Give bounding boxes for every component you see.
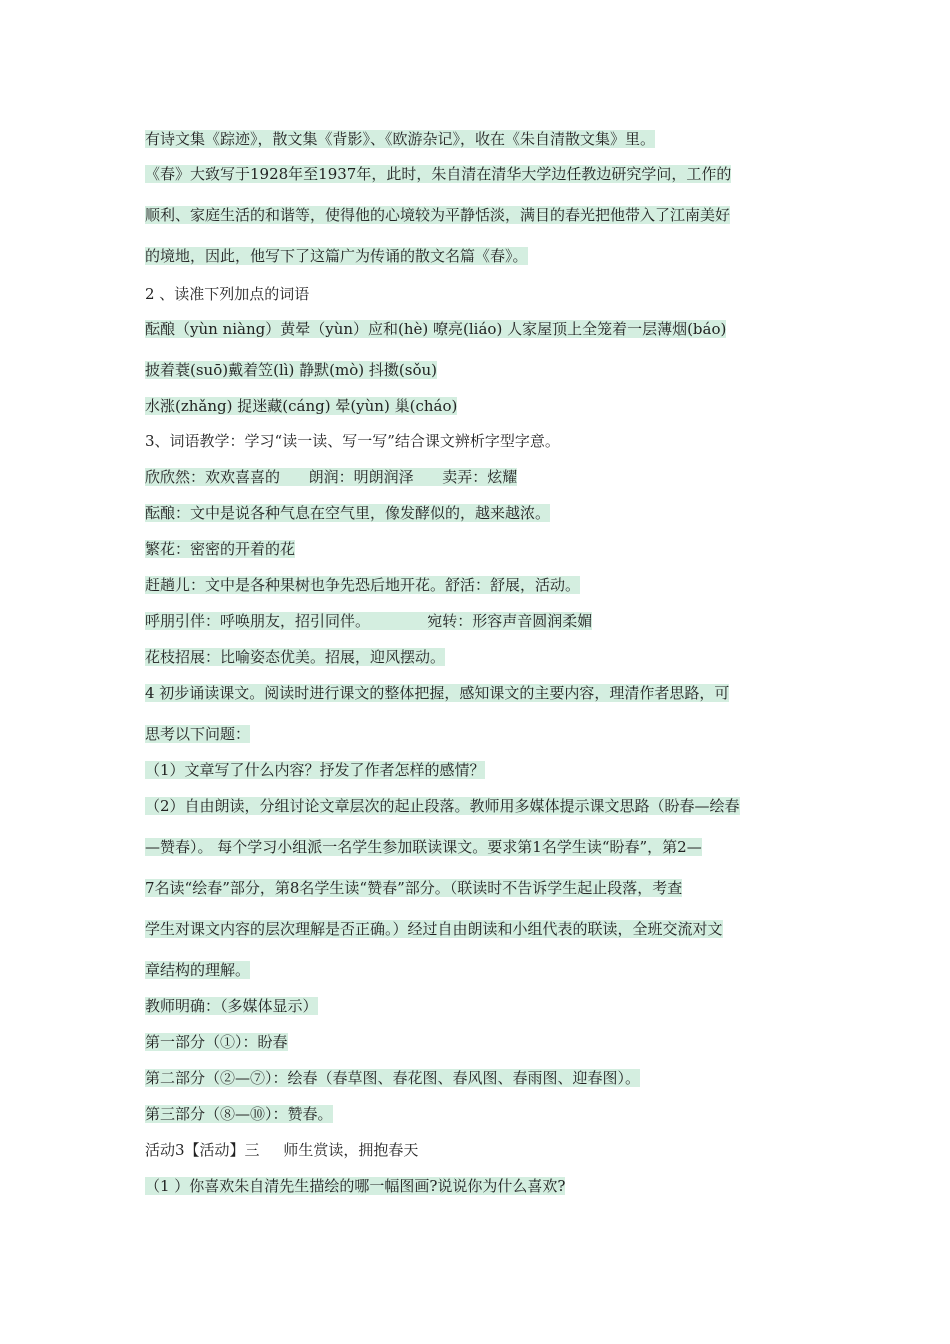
text-line	[145, 128, 655, 150]
text-line	[145, 1103, 333, 1125]
text-line	[145, 502, 550, 524]
text-line	[145, 163, 731, 185]
text-line-content: 4 初步诵读课文。阅读时进行课文的整体把握，感知课文的主要内容，理清作者思路，可	[145, 684, 730, 702]
text-line	[145, 538, 295, 560]
text-line	[145, 918, 723, 940]
text-line-content: 第二部分（②—⑦）：绘春（春草图、春花图、春风图、春雨图、迎春图）。	[145, 1069, 641, 1087]
text-line-content: 2 、读准下列加点的词语	[145, 285, 310, 303]
text-line-content: 第一部分（①）：盼春	[145, 1033, 288, 1051]
text-line-content: 《春》大致写于1928年至1937年，此时，朱自清在清华大学边任教边研究学问，工作的	[145, 165, 732, 183]
text-line-content: 酝酿：文中是说各种气息在空气里，像发酵似的，越来越浓。	[145, 504, 551, 522]
text-line	[145, 682, 729, 704]
text-line-content: 顺利、家庭生活的和谐等，使得他的心境较为平静恬淡，满目的春光把他带入了江南美好	[145, 206, 731, 224]
text-line-content: 3、词语教学：学习“读一读、写一写”结合课文辨析字型字意。	[145, 432, 560, 450]
text-line-content: —赞春）。 每个学习小组派一名学生参加联读课文。要求第1名学生读“盼春”，第2—	[145, 838, 702, 856]
text-line-content: 的境地，因此，他写下了这篇广为传诵的散文名篇《春》。	[145, 247, 528, 265]
text-line	[145, 610, 592, 632]
text-line	[145, 723, 250, 745]
text-line-content: （2）自由朗读，分组讨论文章层次的起止段落。教师用多媒体提示课文思路（盼春—绘春	[145, 797, 740, 815]
text-line	[145, 995, 318, 1017]
text-line-content: 学生对课文内容的层次理解是否正确。）经过自由朗读和小组代表的联读，全班交流对文	[145, 920, 723, 938]
text-line	[145, 359, 437, 381]
text-line	[145, 646, 445, 668]
text-line-content: （1 ）你喜欢朱自清先生描绘的哪一幅图画?说说你为什么喜欢?	[145, 1177, 566, 1195]
text-line	[145, 1067, 640, 1089]
text-line-content: 章结构的理解。	[145, 961, 251, 979]
text-line-content: 活动3【活动】三 师生赏读，拥抱春天	[145, 1141, 419, 1159]
text-line-content: （1）文章写了什么内容？抒发了作者怎样的感情？	[145, 761, 485, 779]
text-line-content: 披着蓑(suō)戴着笠(lì) 静默(mò) 抖擞(sǒu)	[145, 361, 437, 379]
text-line-content: 呼朋引伴：呼唤朋友，招引同伴。 宛转：形容声音圆润柔媚	[145, 612, 593, 630]
text-line-content: 欣欣然：欢欢喜喜的 朗润：明朗润泽 卖弄：炫耀	[145, 468, 518, 486]
text-line	[145, 204, 730, 226]
text-line	[145, 795, 740, 817]
text-line-content: 7名读“绘春”部分，第8名学生读“赞春”部分。（联读时不告诉学生起止段落，考查	[145, 879, 683, 897]
text-line-content: 教师明确：（多媒体显示）	[145, 997, 318, 1015]
text-line	[145, 283, 309, 305]
text-line	[145, 1175, 565, 1197]
text-line	[145, 836, 702, 858]
text-line-content: 繁花：密密的开着的花	[145, 540, 296, 558]
text-line	[145, 1139, 418, 1161]
text-line	[145, 466, 517, 488]
text-line	[145, 1031, 288, 1053]
text-line	[145, 430, 560, 452]
text-line	[145, 574, 580, 596]
text-line-content: 思考以下问题：	[145, 725, 251, 743]
text-line	[145, 759, 485, 781]
text-line-content: 第三部分（⑧—⑩）：赞春。	[145, 1105, 333, 1123]
text-line	[145, 877, 682, 899]
text-line	[145, 959, 250, 981]
text-line-content: 有诗文集《踪迹》，散文集《背影》、《欧游杂记》，收在《朱自清散文集》里。	[145, 130, 656, 148]
text-line-content: 水涨(zhǎng) 捉迷藏(cáng) 晕(yùn) 巢(cháo)	[145, 397, 458, 415]
text-line-content: 赶趟儿：文中是各种果树也争先恐后地开花。舒活：舒展，活动。	[145, 576, 581, 594]
text-line	[145, 395, 457, 417]
text-line-content: 花枝招展：比喻姿态优美。招展，迎风摆动。	[145, 648, 446, 666]
text-line-content: 酝酿（yùn niàng）黄晕（yùn）应和(hè) 嘹亮(liáo) 人家屋顶上全笼着一层薄烟(báo)	[145, 320, 727, 338]
text-line	[145, 245, 528, 267]
text-line	[145, 318, 726, 340]
